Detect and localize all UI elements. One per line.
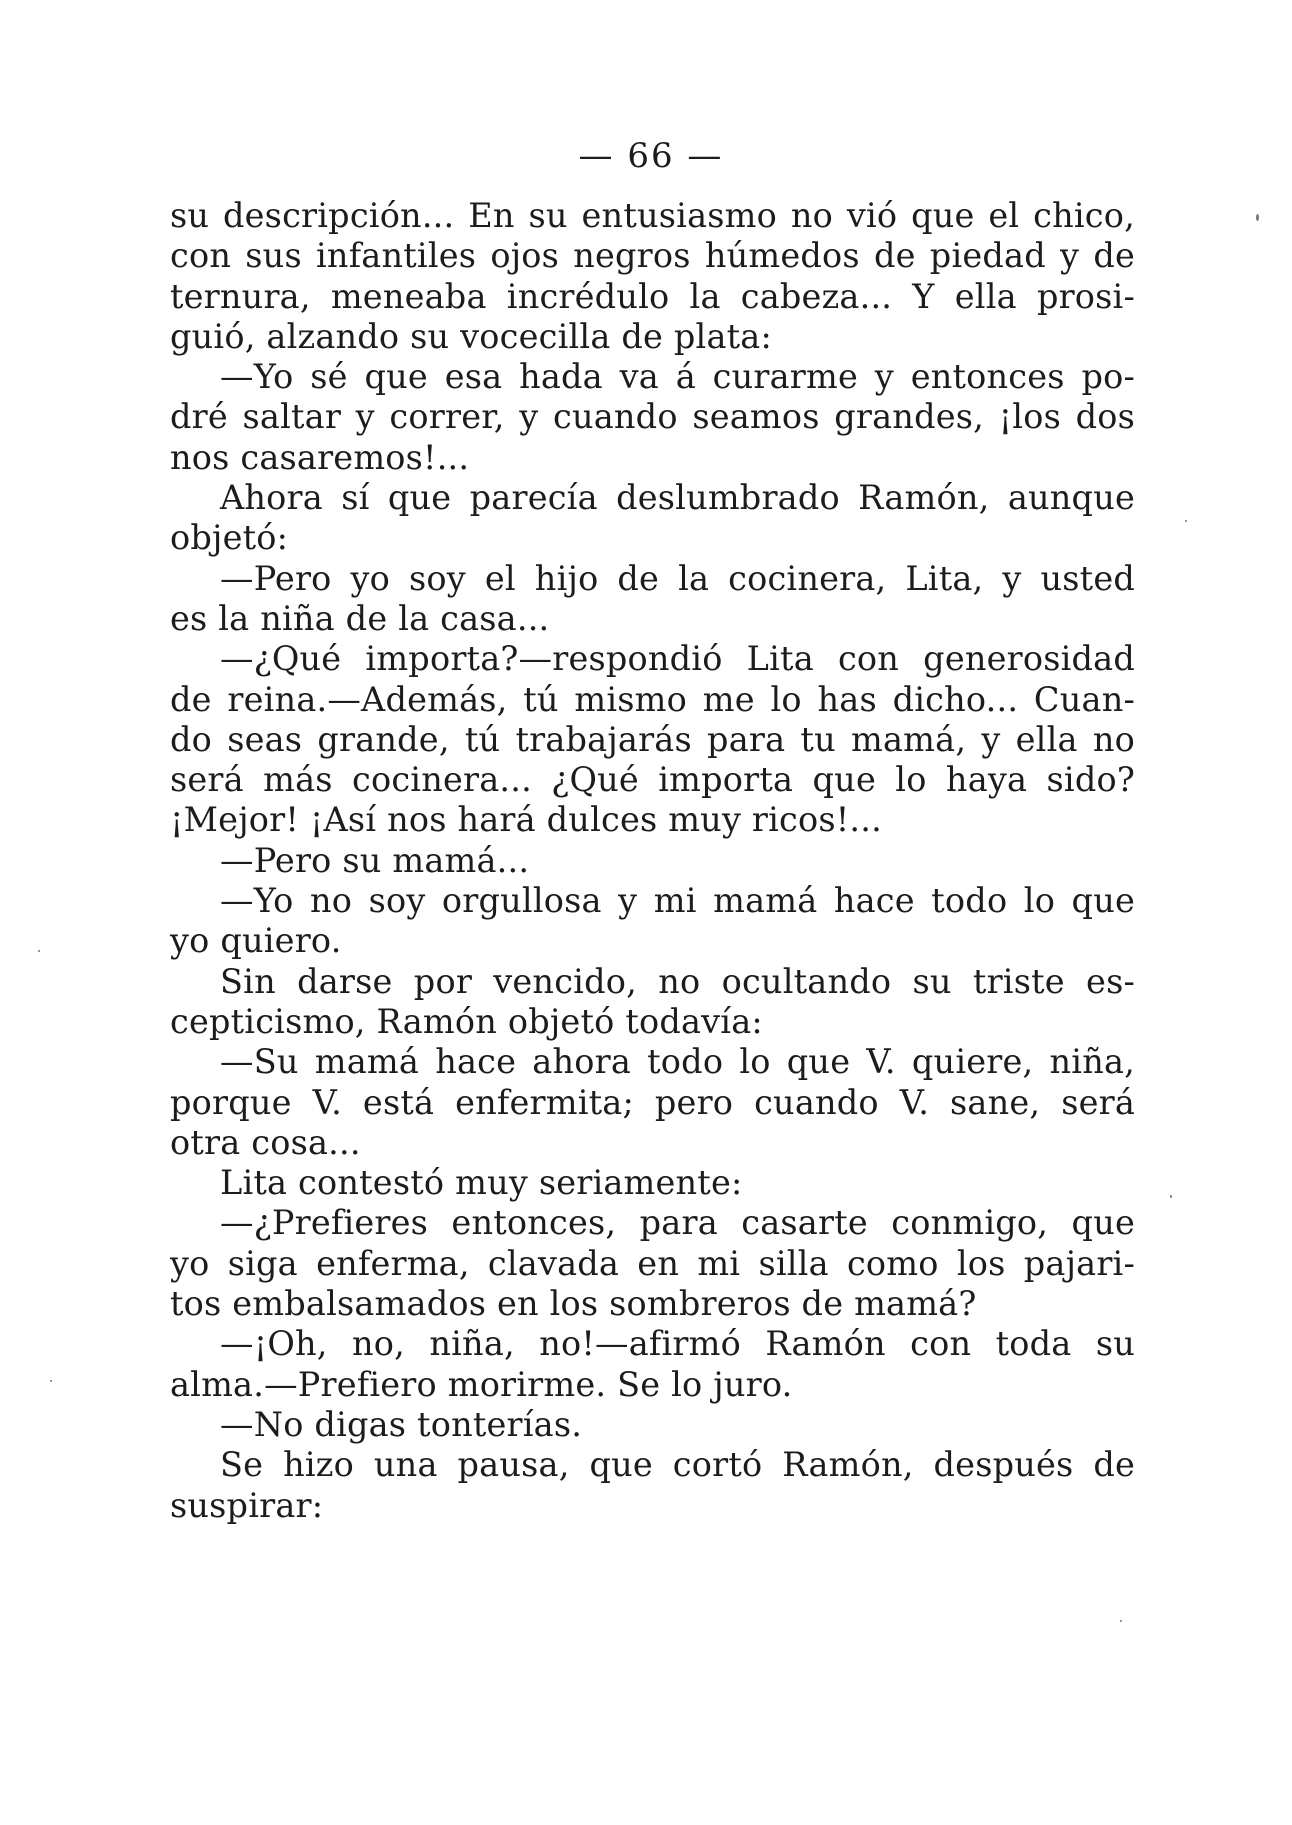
text-line: otra cosa... (170, 1122, 361, 1162)
text-line: —Su mamá hace ahora todo lo que V. quiere, niña, (220, 1042, 1135, 1082)
text-line: tos embalsamados en los sombreros de mamá? (170, 1284, 977, 1324)
text-line: de reina.—Además, tú mismo me lo has dicho... Cuan- (170, 679, 1135, 719)
text-line: Se hizo una pausa, que cortó Ramón, después de (220, 1445, 1135, 1485)
text-line: yo quiero. (170, 921, 342, 961)
scan-speck (1185, 520, 1187, 522)
text-line: será más cocinera... ¿Qué importa que lo haya sido? (170, 760, 1135, 800)
text-line: alma.—Prefiero morirme. Se lo juro. (170, 1364, 793, 1404)
text-line: —No digas tonterías. (220, 1404, 583, 1444)
text-line: —¿Qué importa?—respondió Lita con generosidad (220, 639, 1135, 679)
text-line: cepticismo, Ramón objetó todavía: (170, 1001, 763, 1041)
text-line: dré saltar y correr, y cuando seamos grandes, ¡los dos (170, 397, 1135, 437)
text-line: Sin darse por vencido, no ocultando su triste es- (220, 961, 1135, 1001)
text-line: —Yo no soy orgullosa y mi mamá hace todo lo que (220, 881, 1135, 921)
text-line: —Pero su mamá... (220, 840, 530, 880)
text-line: objetó: (170, 518, 289, 558)
text-line: yo siga enferma, clavada en mi silla como los pajari- (170, 1243, 1135, 1283)
text-line: —Pero yo soy el hijo de la cocinera, Lita, y usted (220, 558, 1135, 598)
text-line: suspirar: (170, 1485, 324, 1525)
text-line: nos casaremos!... (170, 437, 470, 477)
page-body-text (170, 196, 1135, 1526)
text-line: su descripción... En su entusiasmo no vió que el chico, (170, 196, 1135, 235)
text-line: con sus infantiles ojos negros húmedos de piedad y de (170, 236, 1135, 276)
text-line: porque V. está enfermita; pero cuando V. sane, será (170, 1082, 1135, 1122)
text-line: guió, alzando su vocecilla de plata: (170, 316, 772, 356)
text-line: ternura, meneaba incrédulo la cabeza... Y ella prosi- (170, 276, 1135, 316)
text-line: —¡Oh, no, niña, no!—afirmó Ramón con toda su (220, 1324, 1135, 1364)
text-line: —¿Prefieres entonces, para casarte conmigo, que (220, 1203, 1135, 1243)
text-line: es la niña de la casa... (170, 598, 550, 638)
scan-speck (1256, 214, 1259, 221)
text-line: —Yo sé que esa hada va á curarme y entonces po- (220, 357, 1135, 397)
scan-speck (1120, 1620, 1122, 1622)
text-line: Lita contestó muy seriamente: (220, 1163, 743, 1203)
text-line: Ahora sí que parecía deslumbrado Ramón, aunque (220, 478, 1135, 518)
text-line: ¡Mejor! ¡Así nos hará dulces muy ricos!... (170, 800, 882, 840)
text-line: do seas grande, tú trabajarás para tu mamá, y ella no (170, 719, 1135, 759)
page-number: — 66 — (578, 136, 724, 176)
scan-speck (38, 950, 40, 952)
scan-speck (1170, 1195, 1172, 1198)
scan-speck (50, 1380, 52, 1382)
